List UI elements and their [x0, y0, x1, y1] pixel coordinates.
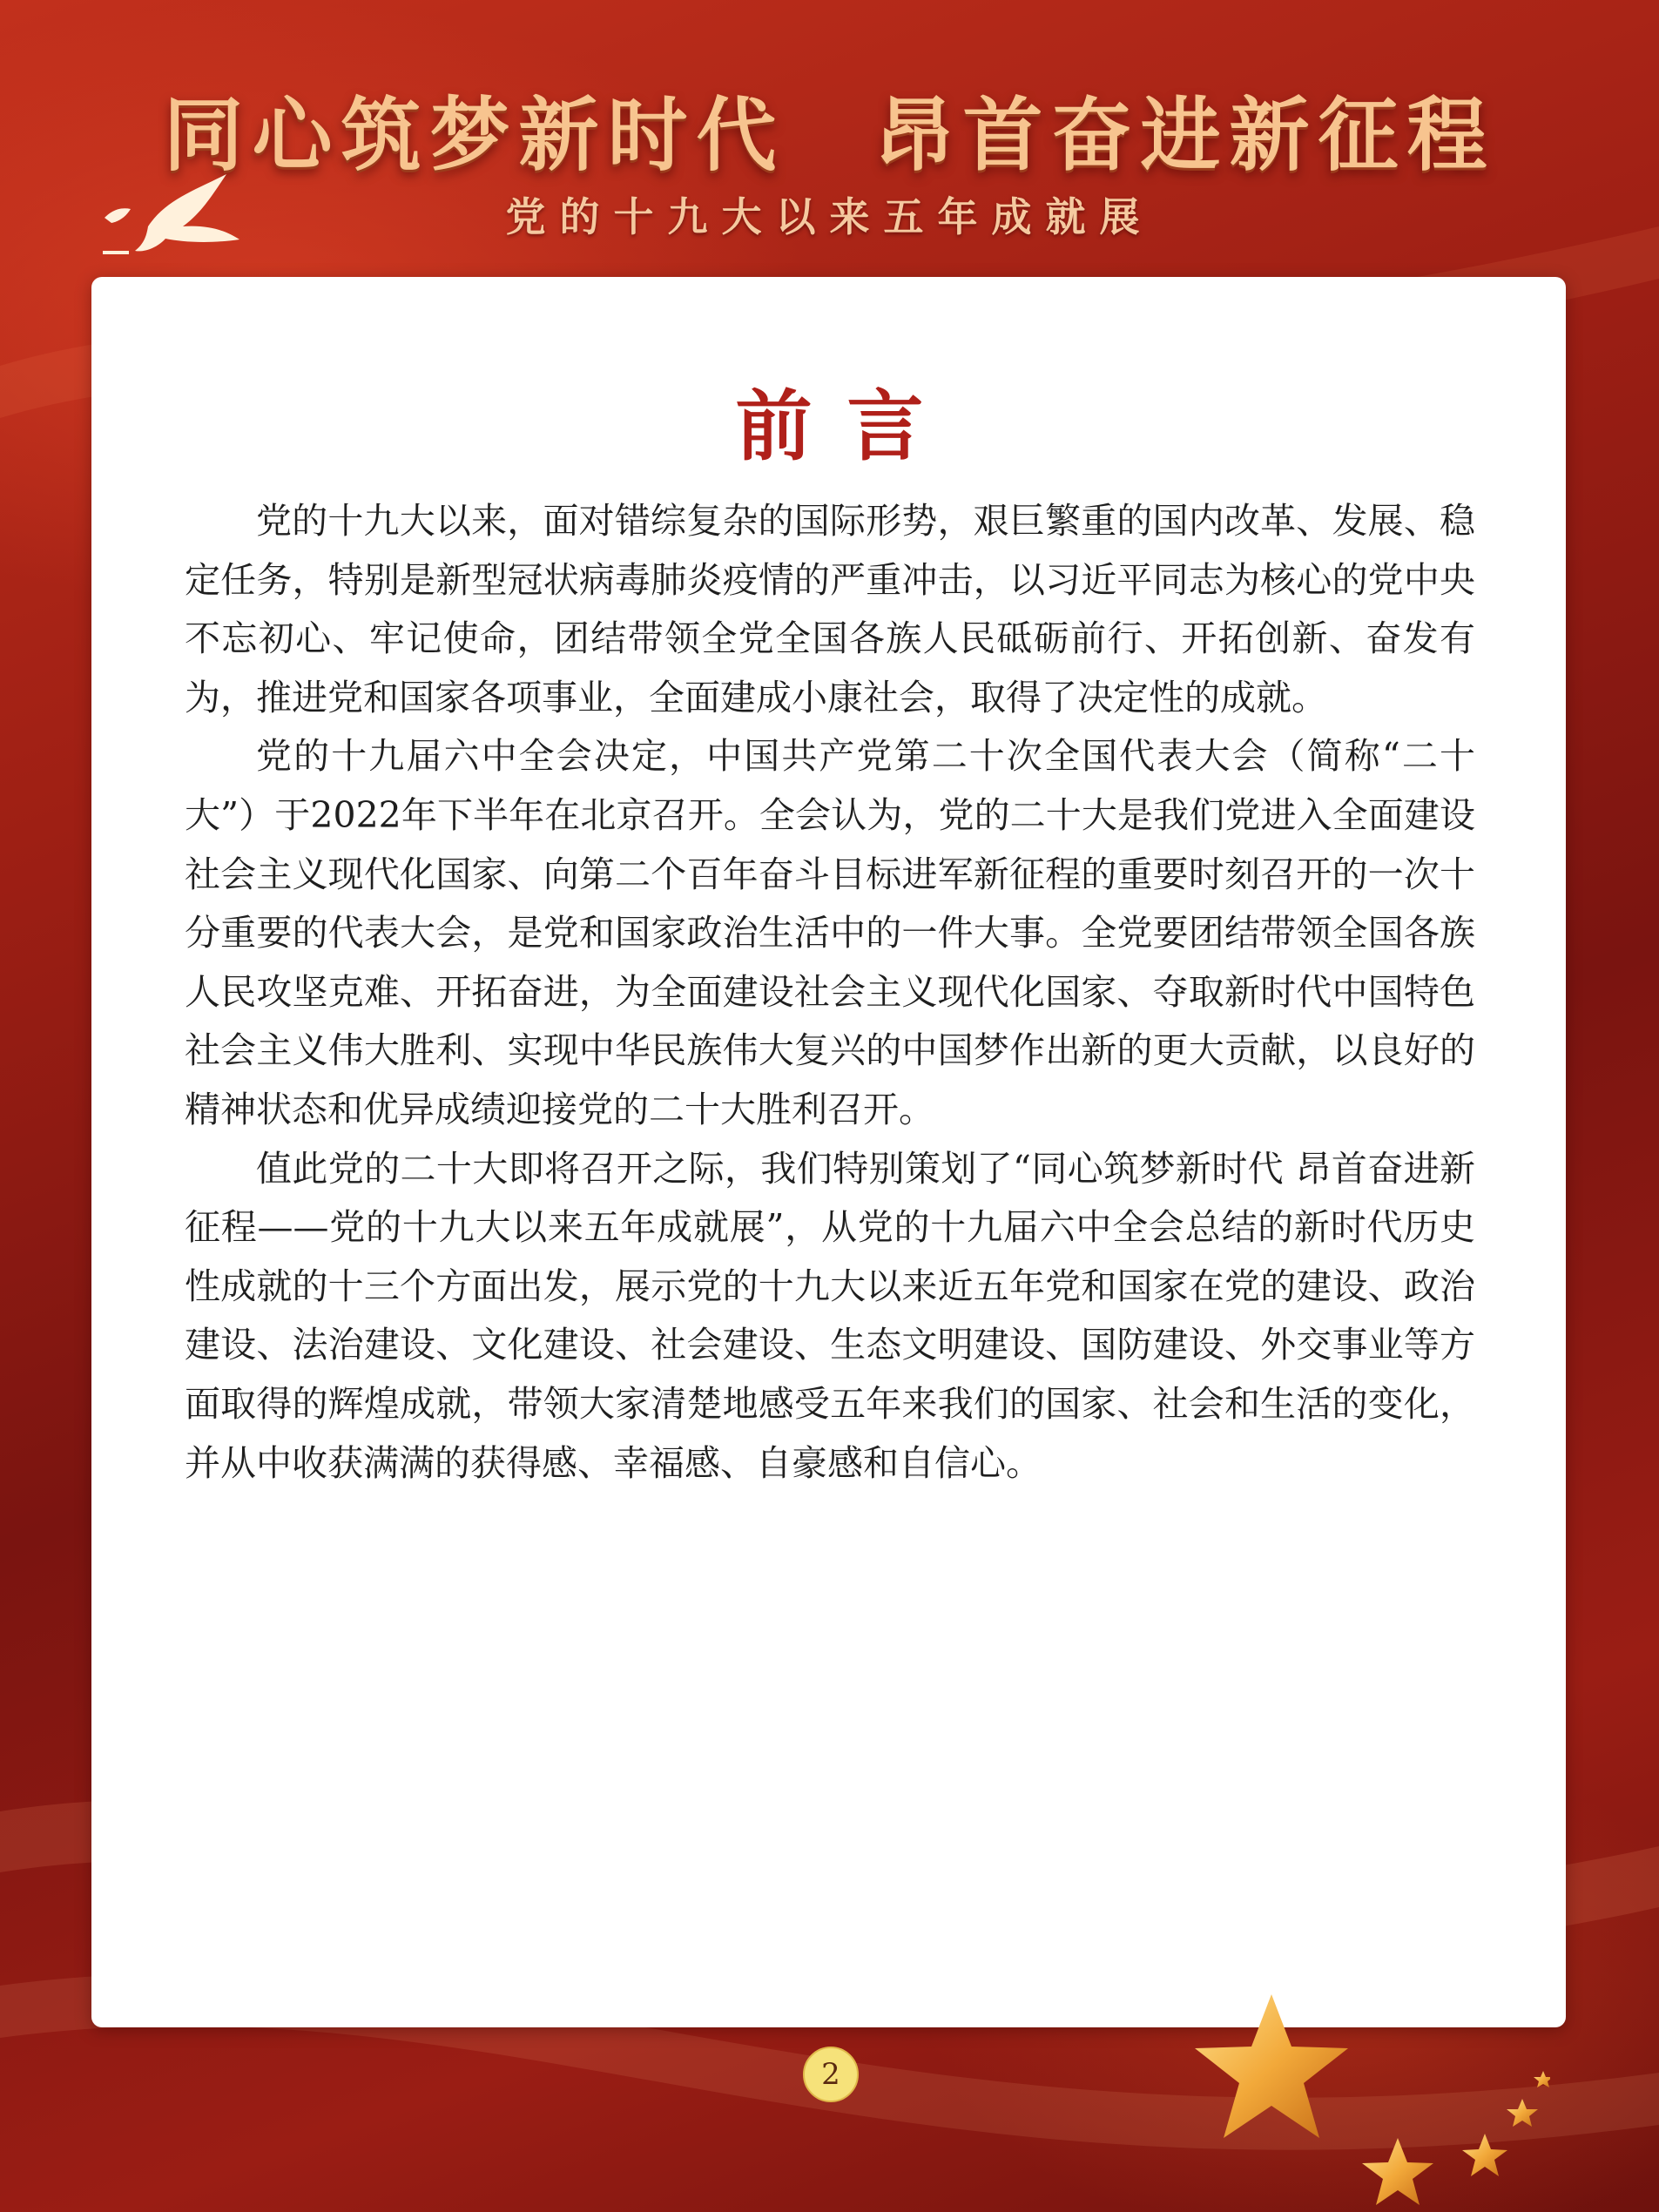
- star-icon: [1167, 1977, 1550, 2212]
- body-text: [185, 492, 1475, 1493]
- subtitle: 党的十九大以来五年成就展: [505, 193, 1154, 240]
- paragraph: 党的十九大以来，面对错综复杂的国际形势，艰巨繁重的国内改革、发展、稳定任务，特别是新型冠状病毒肺炎疫情的严重冲击，以习近平同志为核心的党中央不忘初心、牢记使命，团结带领全党全国各族人民砥砺前行、开拓创新、奋发有为，推进党和国家各项事业，全面建成小康社会，取得了决定性的成就。: [185, 500, 1475, 718]
- paragraph: 党的十九届六中全会决定，中国共产党第二十次全国代表大会（简称“二十大”）于2022年下半年在北京召开。全会认为，党的二十大是我们党进入全面建设社会主义现代化国家、向第二个百年奋斗目标进军新征程的重要时刻召开的一次十分重要的代表大会，是党和国家政治生活中的一件大事。全党要团结带领全国各族人民攻坚克难、开拓奋进，为全面建设社会主义现代化国家、夺取新时代中国特色社会主义伟大胜利、实现中华民族伟大复兴的中国梦作出新的更大贡献，以良好的精神状态和优异成绩迎接党的二十大胜利召开。: [185, 735, 1475, 1130]
- page-heading: 前言: [735, 381, 959, 471]
- dove-icon: [96, 165, 253, 270]
- main-title: 同心筑梦新时代 昂首奋进新征程: [163, 89, 1496, 182]
- page-header: [0, 0, 1659, 279]
- page-number: 2: [803, 2047, 859, 2102]
- paragraph: 值此党的二十大即将召开之际，我们特别策划了“同心筑梦新时代 昂首奋进新征程——党的十九大以来五年成就展”，从党的十九届六中全会总结的新时代历史性成就的十三个方面出发，展示党的十九大以来近五年党和国家在党的建设、政治建设、法治建设、文化建设、社会建设、生态文明建设、国防建设、外交事业等方面取得的辉煌成就，带领大家清楚地感受五年来我们的国家、社会和生活的变化，并从中收获满满的获得感、幸福感、自豪感和自信心。: [185, 1147, 1475, 1484]
